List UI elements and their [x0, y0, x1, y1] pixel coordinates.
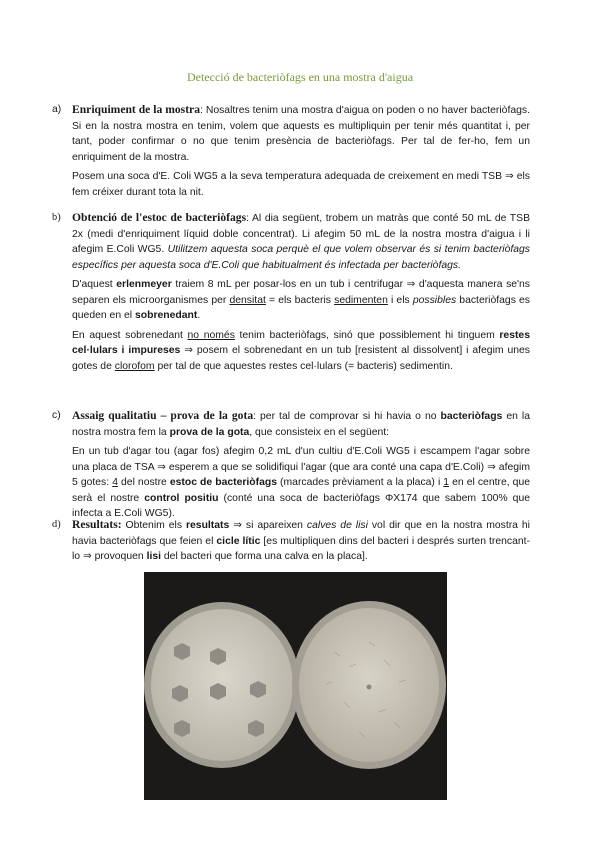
central-drop	[367, 685, 372, 690]
section-d-paragraph-1: Resultats: Obtenim els resultats ⇒ si apareixen calves de lisi vol dir que en la nostra mostra hi havia bacteriòfags que feien el cicle lític [es multipliquen dins del bacteri i després surten trencant-lo ⇒ provoquen lisi del bacteri que forma una calva en la placa].	[72, 518, 530, 562]
section-a-paragraph-1: Enriquiment de la mostra: Nosaltres tenim una mostra d'aigua on poden o no haver bacteriòfags. Si en la nostra mostra en tenim, volem que aquests es multipliquin per tenir més quantitat i, per tant, poder confirmar o no que tenim presència de bacteriòfags. Per tal de fer-ho, fem un enriquiment de la mostra.	[72, 103, 530, 163]
section-c	[52, 408, 530, 526]
section-b-paragraph-3: En aquest sobrenedant no només tenim bacteriòfags, sinó que possiblement hi tinguem restes cel·lulars i impureses ⇒ posem el sobrenedant en un tub [resistent al dissolvent] i afegim unes gotes de clorofom per tal de que aquestes restes cel·lulars (= bacteris) sedimentin.	[72, 329, 530, 372]
section-b	[52, 210, 530, 378]
section-d-marker: d)	[52, 519, 61, 530]
section-c-marker: c)	[52, 410, 61, 421]
petri-dishes-photo	[144, 572, 447, 800]
section-b-paragraph-1: Obtenció de l'estoc de bacteriòfags: Al dia següent, trobem un matràs que conté 50 mL de TSB 2x (medi d'enriquiment líquid doble concentrat). Li afegim 50 mL de la nostra mostra d'aigua i li afegim E.Coli WG5. Utilitzem aquesta soca perquè el que volem observar és si tenim bacteriòfags específics per aquesta soca d'E.Coli que habitualment és infectada per bacteriòfags.	[72, 211, 531, 271]
section-a	[52, 102, 530, 204]
section-b-paragraph-2: D'aquest erlenmeyer traiem 8 mL per posar-los en un tub i centrifugar ⇒ d'aquesta manera se'ns separen els microorganismes per densitat = els bacteris sedimenten i els possibles bacteriòfags es queden en el sobrenedant.	[72, 279, 531, 321]
section-a-marker: a)	[52, 104, 62, 115]
section-c-paragraph-2: En un tub d'agar tou (agar fos) afegim 0,2 mL d'un cultiu d'E.Coli WG5 i escampem l'agar sobre una placa de TSA ⇒ esperem a que se solidifiqui l'agar (que ara conté una capa d'E.Coli) ⇒ afegim 5 gotes: 4 del nostre estoc de bacteriòfags (marcades prèviament a la placa) i 1 en el centre, que serà el nostre control positiu (conté una soca de bacteriòfags ΦX174 que sabem 100% que infecta a E.Coli WG5).	[72, 446, 531, 519]
section-d-heading: Resultats:	[72, 518, 122, 531]
section-d	[52, 517, 530, 569]
section-c-heading: Assaig qualitatiu – prova de la gota	[72, 409, 254, 422]
section-b-heading: Obtenció de l'estoc de bacteriòfags	[72, 211, 247, 224]
petri-dishes-illustration	[144, 572, 447, 800]
section-a-heading: Enriquiment de la mostra	[72, 103, 200, 116]
section-a-paragraph-2: Posem una soca d'E. Coli WG5 a la seva temperatura adequada de creixement en medi TSB ⇒ els fem créixer durant tota la nit.	[72, 171, 530, 198]
section-c-paragraph-1: Assaig qualitatiu – prova de la gota: per tal de comprovar si hi havia o no bacteriòfags en la nostra mostra fem la prova de la gota, que consisteix en el següent:	[72, 409, 531, 438]
section-b-marker: b)	[52, 212, 61, 223]
page-title: Detecció de bacteriòfags en una mostra d'aigua	[186, 70, 414, 84]
